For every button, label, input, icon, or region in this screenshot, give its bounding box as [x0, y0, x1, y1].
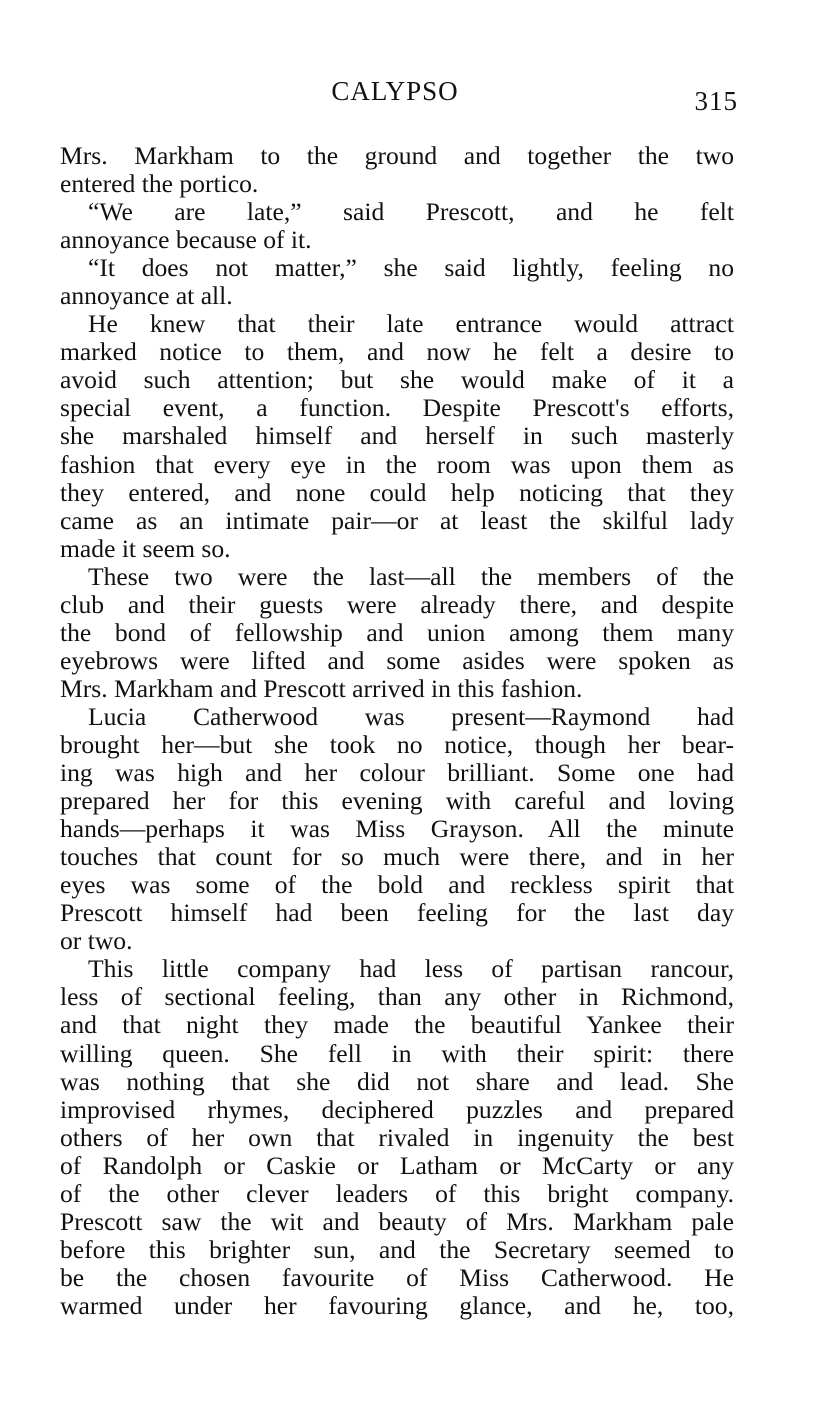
text-line: or two. — [60, 926, 133, 956]
text-line: annoyance at all. — [60, 281, 233, 311]
text-line: touches that count for so much were there, and in her — [60, 842, 734, 872]
text-line: club and their guests were already there, and despite — [60, 589, 734, 619]
text-line: be the chosen favourite of Miss Catherwood. He — [60, 1262, 734, 1292]
text-line: avoid such attention; but she would make of it a — [60, 365, 734, 395]
text-line: These two were the last—all the members of the — [88, 561, 734, 591]
text-line: and that night they made the beautiful Yankee their — [60, 1010, 734, 1040]
text-line: special event, a function. Despite Prescott's efforts, — [60, 393, 734, 423]
running-title: CALYPSO — [331, 76, 459, 106]
text-line: she marshaled himself and herself in such masterly — [60, 421, 734, 451]
text-line: Mrs. Markham and Prescott arrived in this fashion. — [60, 673, 583, 703]
text-line: came as an intimate pair—or at least the skilful lady — [60, 505, 734, 535]
text-line: improvised rhymes, deciphered puzzles and prepared — [60, 1094, 734, 1124]
body-text — [60, 142, 734, 1320]
page-number: 315 — [694, 86, 738, 116]
text-line: others of her own that rivaled in ingenuity the best — [60, 1122, 734, 1152]
text-line: of the other clever leaders of this bright company. — [60, 1178, 734, 1208]
text-line: Lucia Catherwood was present—Raymond had — [88, 701, 734, 731]
text-line: they entered, and none could help noticing that they — [60, 477, 734, 507]
text-line: before this brighter sun, and the Secretary seemed to — [60, 1234, 734, 1264]
text-line: He knew that their late entrance would attract — [88, 309, 734, 339]
text-line: Prescott saw the wit and beauty of Mrs. Markham pale — [60, 1206, 734, 1236]
text-line: brought her—but she took no notice, though her bear- — [60, 729, 734, 759]
text-line: ing was high and her colour brilliant. Some one had — [60, 758, 734, 788]
text-line: made it seem so. — [60, 533, 231, 563]
text-line: the bond of fellowship and union among them many — [60, 617, 734, 647]
text-line: was nothing that she did not share and lead. She — [60, 1066, 734, 1096]
text-line: annoyance because of it. — [60, 225, 312, 255]
text-line: “It does not matter,” she said lightly, feeling no — [88, 253, 734, 283]
text-line: This little company had less of partisan rancour, — [88, 954, 734, 984]
text-line: prepared her for this evening with careful and loving — [60, 786, 734, 816]
text-line: Mrs. Markham to the ground and together the two — [60, 141, 734, 170]
text-line: of Randolph or Caskie or Latham or McCarty or any — [60, 1150, 734, 1180]
text-line: hands—perhaps it was Miss Grayson. All the minute — [60, 814, 734, 844]
text-line: entered the portico. — [60, 169, 259, 199]
text-line: willing queen. She fell in with their spirit: there — [60, 1038, 734, 1068]
text-line: eyebrows were lifted and some asides were spoken as — [60, 645, 734, 675]
text-line: eyes was some of the bold and reckless spirit that — [60, 870, 734, 900]
text-line: fashion that every eye in the room was upon them as — [60, 449, 734, 479]
text-line: Prescott himself had been feeling for the last day — [60, 898, 734, 928]
text-line: marked notice to them, and now he felt a desire to — [60, 337, 734, 367]
text-line: less of sectional feeling, than any other in Richmond, — [60, 982, 734, 1012]
text-line: “We are late,” said Prescott, and he felt — [88, 197, 734, 227]
text-line: warmed under her favouring glance, and he, too, — [60, 1290, 734, 1320]
